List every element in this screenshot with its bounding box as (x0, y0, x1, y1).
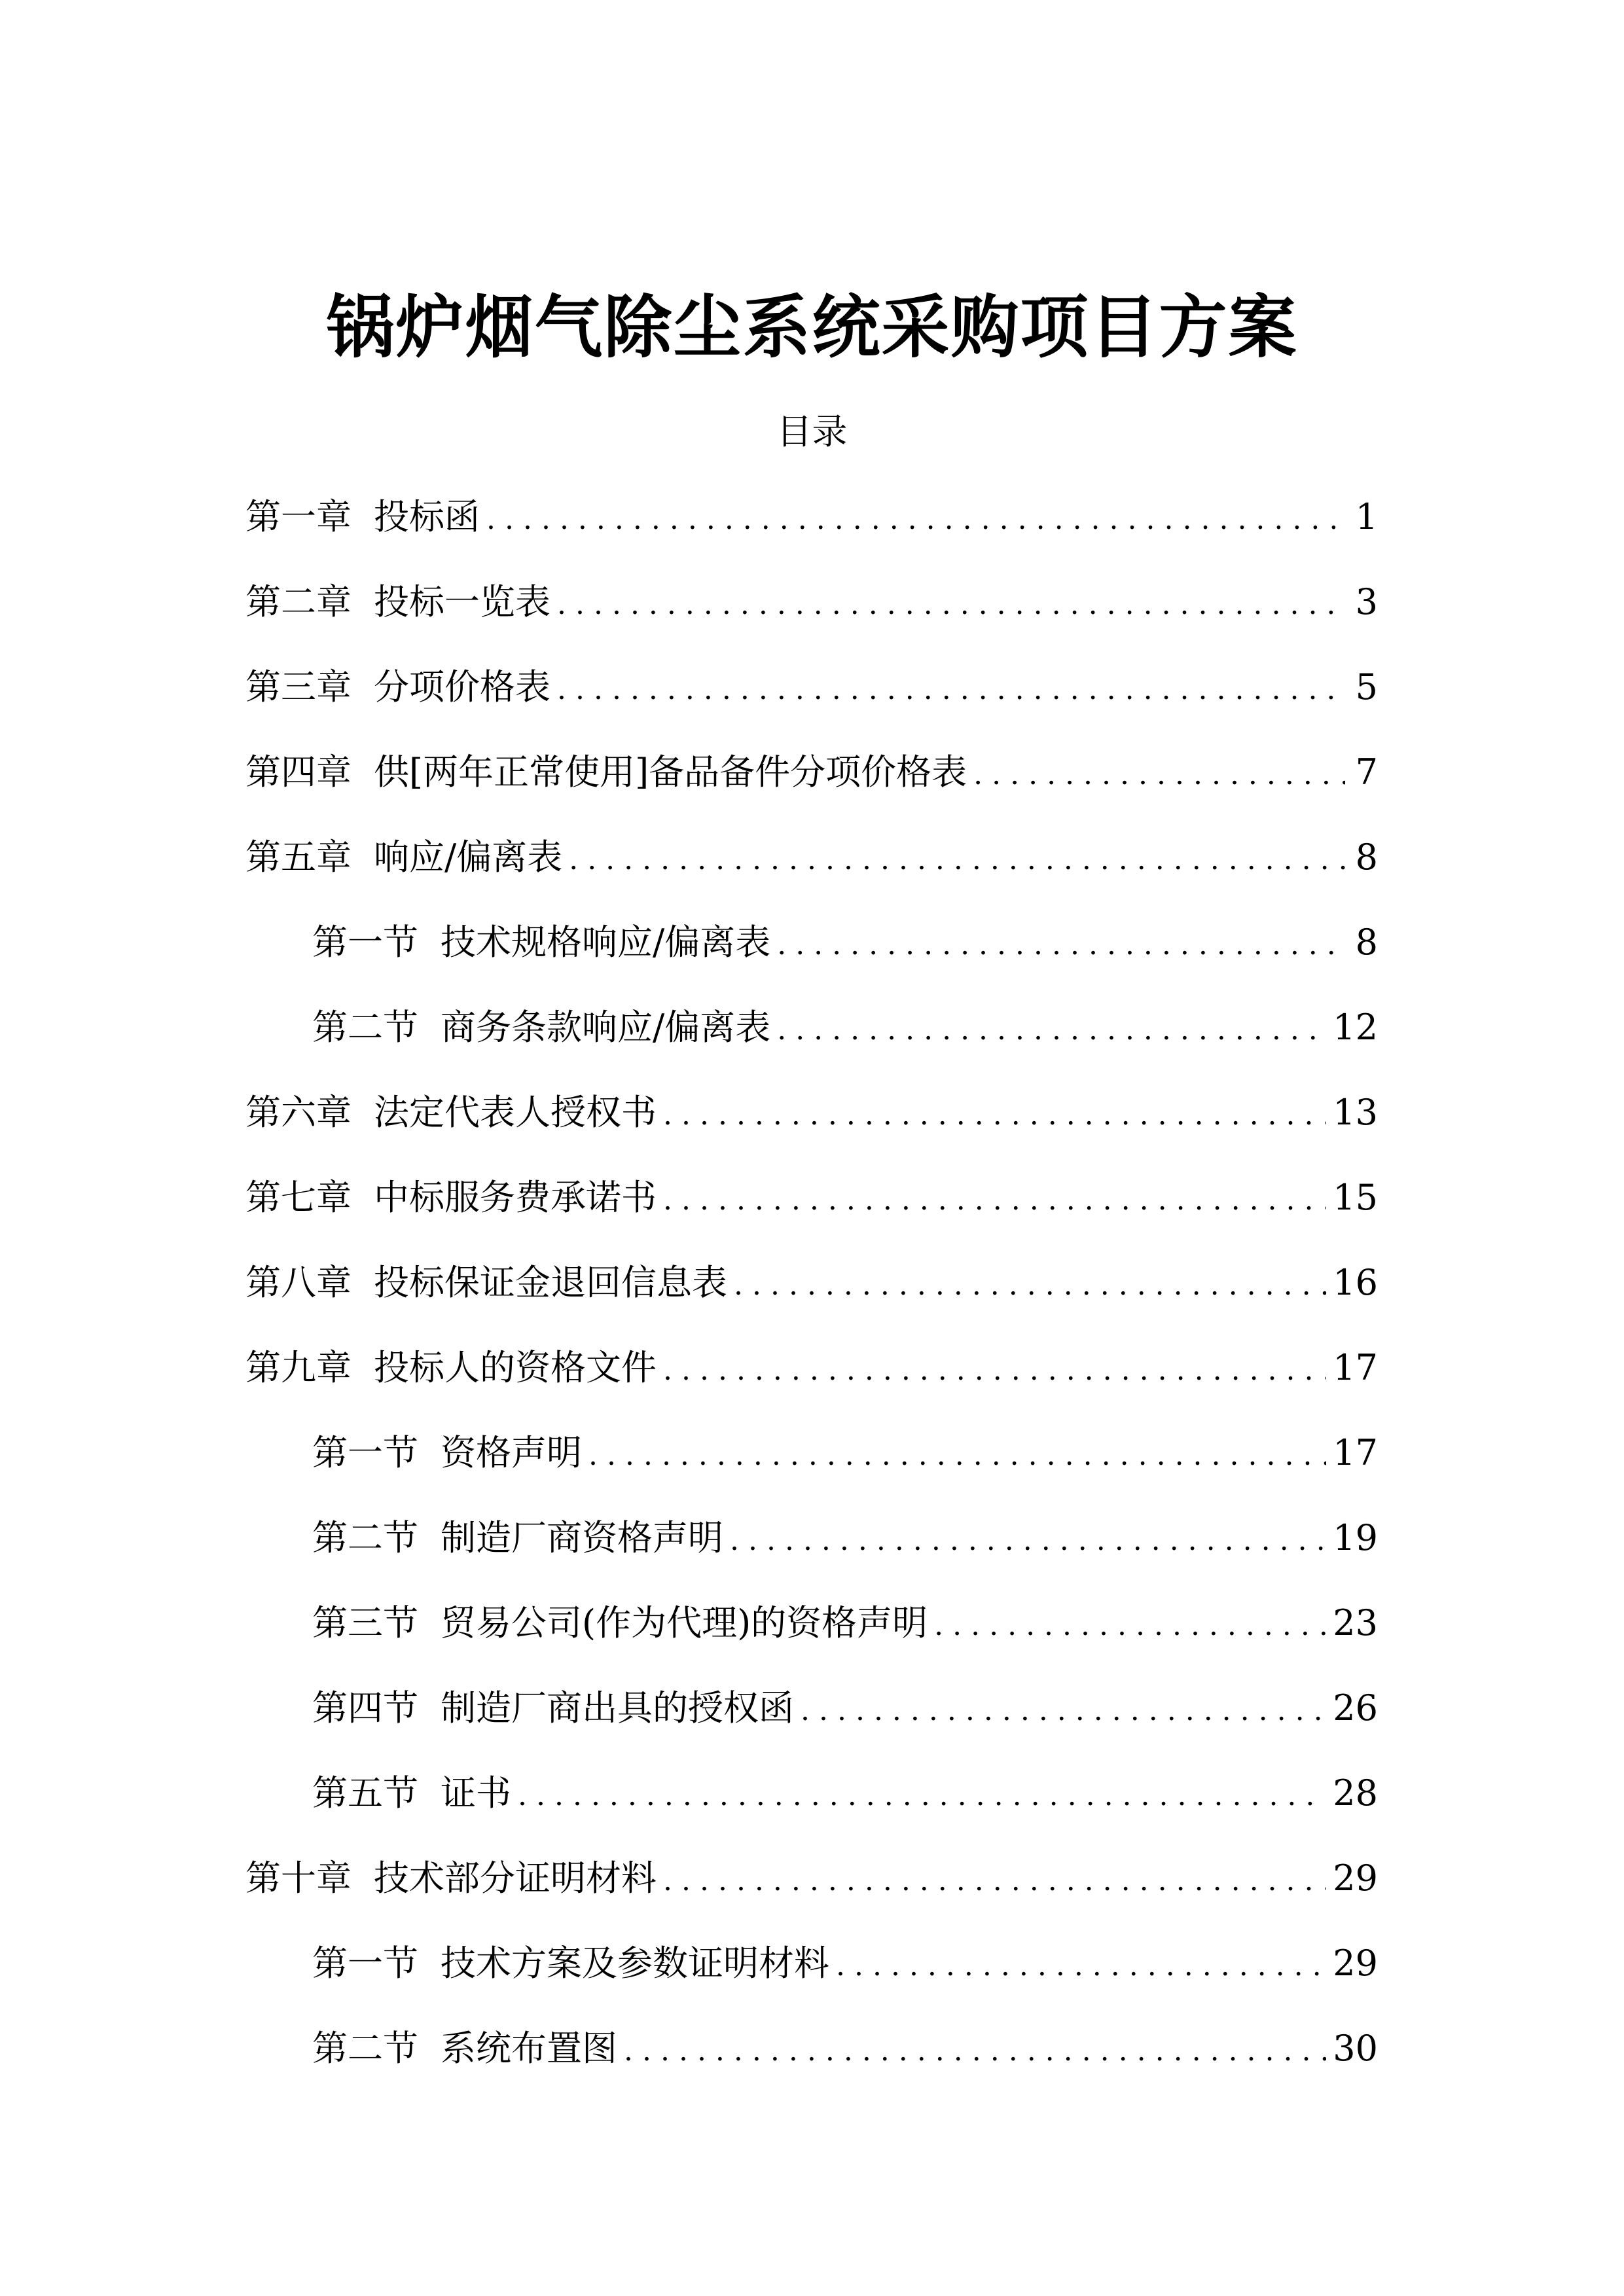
toc-entry-page: 29 (1333, 1857, 1378, 1899)
toc-dot-leader (663, 1174, 1326, 1227)
toc-entry-title: 中标服务费承诺书 (374, 1177, 657, 1218)
toc-entry-page: 28 (1333, 1772, 1378, 1814)
toc-dot-leader (588, 1429, 1326, 1482)
toc-entry-chapter-3[interactable] (245, 661, 1378, 746)
toc-entry-number: 第一章 (245, 496, 352, 537)
toc-entry-number: 第六章 (245, 1092, 352, 1133)
toc-entry-page: 3 (1355, 581, 1378, 622)
toc-entry-chapter-9-section-5[interactable] (245, 1767, 1378, 1852)
toc-entry-title: 制造厂商出具的授权函 (441, 1687, 794, 1729)
toc-entry-page: 19 (1333, 1517, 1378, 1558)
toc-dot-leader (934, 1600, 1326, 1652)
toc-entry-number: 第二节 (312, 2028, 418, 2069)
toc-entry-chapter-7[interactable] (245, 1172, 1378, 1257)
toc-entry-chapter-2[interactable] (245, 576, 1378, 661)
toc-entry-page: 7 (1355, 751, 1378, 793)
toc-entry-title: 系统布置图 (441, 2028, 617, 2069)
toc-entry-chapter-9-section-1[interactable] (245, 1427, 1378, 1512)
toc-entry-page: 15 (1333, 1177, 1378, 1218)
toc-dot-leader (557, 664, 1345, 716)
toc-entry-title: 供[两年正常使用]备品备件分项价格表 (374, 751, 967, 793)
toc-entry-page: 8 (1355, 922, 1378, 963)
toc-entry-number: 第一节 (312, 1432, 418, 1473)
toc-dot-leader (569, 834, 1345, 886)
toc-entry-number: 第二节 (312, 1007, 418, 1048)
toc-entry-number: 第三章 (245, 666, 352, 708)
toc-entry-page: 30 (1333, 2028, 1378, 2069)
toc-entry-chapter-10[interactable] (245, 1852, 1378, 1937)
toc-entry-title: 投标人的资格文件 (374, 1347, 657, 1388)
toc-entry-page: 29 (1333, 1943, 1378, 1984)
toc-entry-title: 技术规格响应/偏离表 (441, 922, 771, 963)
toc-entry-chapter-6[interactable] (245, 1086, 1378, 1172)
toc-entry-number: 第八章 (245, 1262, 352, 1303)
toc-entry-title: 制造厂商资格声明 (441, 1517, 723, 1558)
toc-entry-page: 12 (1333, 1007, 1378, 1048)
toc-dot-leader (663, 1855, 1326, 1907)
toc-entry-number: 第二章 (245, 581, 352, 622)
toc-entry-number: 第五节 (312, 1772, 418, 1814)
toc-dot-leader (624, 2025, 1326, 2077)
toc-entry-chapter-9[interactable] (245, 1342, 1378, 1427)
toc-entry-number: 第一节 (312, 922, 418, 963)
toc-entry-chapter-1[interactable] (245, 491, 1378, 576)
toc-entry-chapter-10-section-1[interactable] (245, 1937, 1378, 2022)
toc-entry-number: 第七章 (245, 1177, 352, 1218)
toc-dot-leader (734, 1259, 1326, 1312)
page-title: 锅炉烟气除尘系统采购项目方案 (326, 286, 1298, 367)
toc-entry-title: 技术方案及参数证明材料 (441, 1943, 829, 1984)
toc-entry-title: 技术部分证明材料 (374, 1857, 657, 1899)
toc-heading: 目录 (776, 411, 848, 452)
toc-entry-page: 5 (1355, 666, 1378, 708)
toc-dot-leader (557, 579, 1345, 631)
toc-entry-title: 分项价格表 (374, 666, 550, 708)
toc-dot-leader (518, 1770, 1326, 1822)
toc-entry-title: 资格声明 (441, 1432, 582, 1473)
toc-entry-number: 第一节 (312, 1943, 418, 1984)
toc-dot-leader (801, 1685, 1326, 1737)
toc-entry-page: 26 (1333, 1687, 1378, 1729)
toc-entry-chapter-9-section-4[interactable] (245, 1682, 1378, 1767)
toc-dot-leader (777, 919, 1345, 971)
toc-entry-number: 第四节 (312, 1687, 418, 1729)
toc-dot-leader (777, 1004, 1326, 1056)
toc-entry-number: 第四章 (245, 751, 352, 793)
toc-entry-number: 第十章 (245, 1857, 352, 1899)
toc-entry-title: 商务条款响应/偏离表 (441, 1007, 771, 1048)
toc-entry-chapter-5-section-1[interactable] (245, 916, 1378, 1001)
toc-dot-leader (836, 1940, 1326, 1992)
toc-entry-page: 23 (1333, 1602, 1378, 1643)
toc-entry-chapter-8[interactable] (245, 1257, 1378, 1342)
toc-entry-title: 证书 (441, 1772, 511, 1814)
toc-entry-title: 投标保证金退回信息表 (374, 1262, 727, 1303)
toc-entry-page: 16 (1333, 1262, 1378, 1303)
toc-dot-leader (973, 749, 1345, 801)
toc-entry-chapter-5-section-2[interactable] (245, 1001, 1378, 1086)
toc-entry-number: 第五章 (245, 836, 352, 878)
toc-dot-leader (486, 493, 1345, 546)
toc-entry-page: 1 (1355, 496, 1378, 537)
toc-entry-number: 第九章 (245, 1347, 352, 1388)
table-of-contents (245, 491, 1378, 2108)
toc-entry-number: 第二节 (312, 1517, 418, 1558)
toc-entry-chapter-5[interactable] (245, 831, 1378, 916)
toc-entry-title: 投标一览表 (374, 581, 550, 622)
toc-dot-leader (663, 1089, 1326, 1141)
toc-entry-title: 法定代表人授权书 (374, 1092, 657, 1133)
toc-entry-page: 13 (1333, 1092, 1378, 1133)
toc-entry-title: 响应/偏离表 (374, 836, 563, 878)
toc-entry-chapter-10-section-2[interactable] (245, 2022, 1378, 2108)
toc-entry-title: 贸易公司(作为代理)的资格声明 (441, 1602, 928, 1643)
toc-entry-chapter-9-section-3[interactable] (245, 1597, 1378, 1682)
toc-entry-page: 17 (1333, 1347, 1378, 1388)
toc-entry-chapter-4[interactable] (245, 746, 1378, 831)
toc-dot-leader (730, 1515, 1326, 1567)
toc-entry-page: 8 (1355, 836, 1378, 878)
toc-entry-page: 17 (1333, 1432, 1378, 1473)
toc-dot-leader (663, 1344, 1326, 1397)
toc-entry-number: 第三节 (312, 1602, 418, 1643)
toc-entry-title: 投标函 (374, 496, 480, 537)
toc-entry-chapter-9-section-2[interactable] (245, 1512, 1378, 1597)
